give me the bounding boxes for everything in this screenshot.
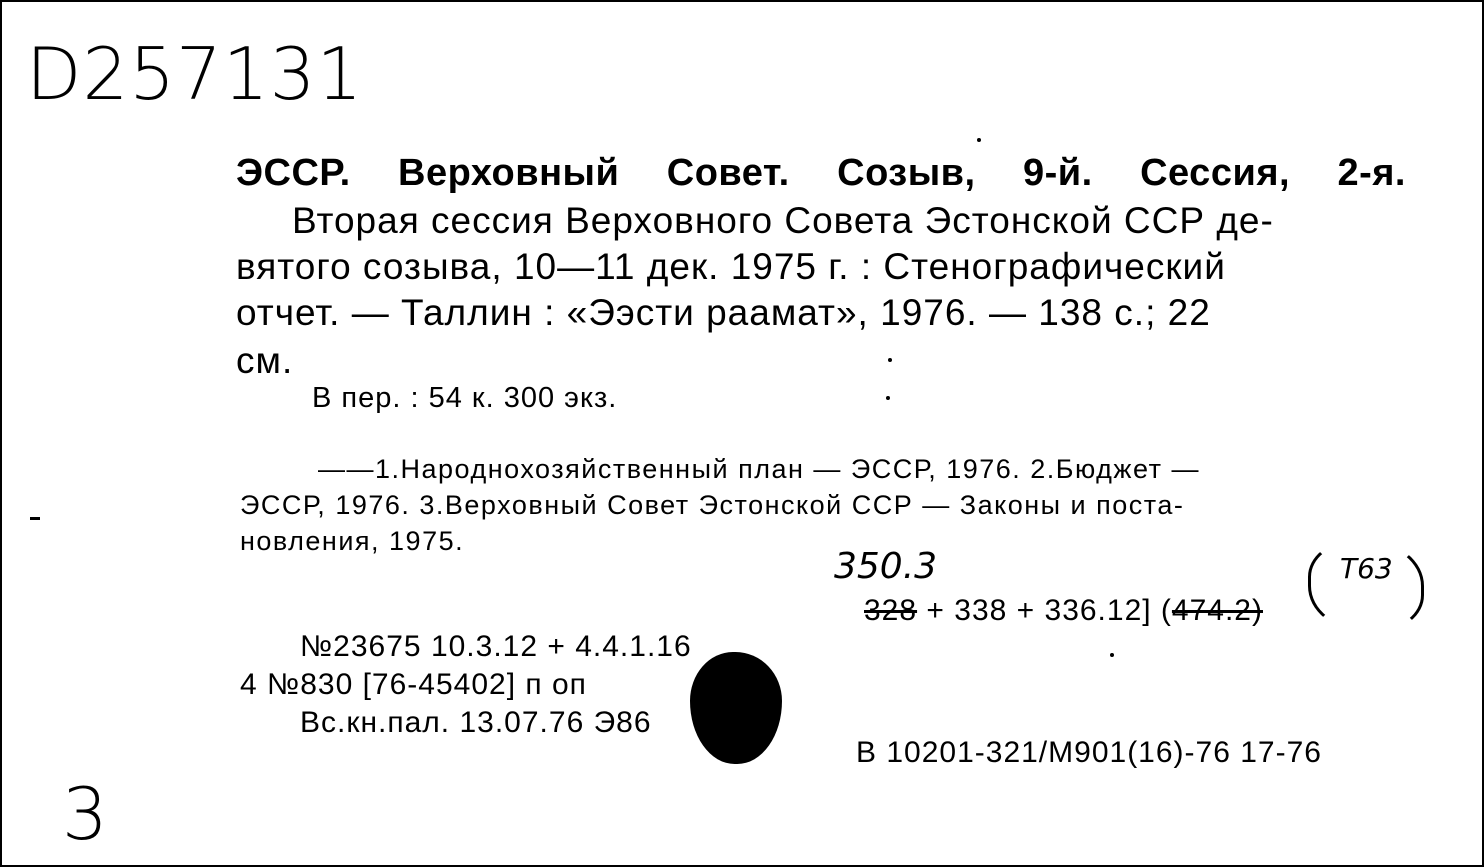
handwritten-class-number: 350.3 — [834, 546, 938, 587]
call-number: D257131 — [26, 32, 364, 116]
struck-class-end: 474.2) — [1171, 594, 1263, 627]
heading-word: Сессия, — [1140, 152, 1291, 194]
heading-word: 9-й. — [1022, 152, 1093, 194]
heading-word: 2-я. — [1337, 152, 1406, 194]
description-line: отчет. — Таллин : «Ээсти раамат», 1976. — 138 с.; 22 — [236, 292, 1211, 333]
class-rest: + 338 + 336.12] ( — [926, 594, 1172, 627]
record-line: Вс.кн.пал. 13.07.76 Э86 — [300, 706, 652, 739]
ink-blot — [690, 652, 782, 764]
handwritten-page-number: 3 — [62, 772, 108, 856]
publisher-code: В 10201-321/М901(16)-76 17-76 — [856, 736, 1322, 769]
speck — [888, 358, 892, 362]
description-line: см. — [236, 340, 294, 381]
heading-word: ЭССР. — [236, 152, 351, 194]
description-line: Вторая сессия Верховного Совета Эстонской ССР де- — [292, 200, 1274, 241]
heading-word: Совет. — [666, 152, 790, 194]
subjects-line: новления, 1975. — [240, 526, 465, 556]
speck — [1110, 653, 1114, 657]
struck-class: 328 — [864, 594, 918, 627]
record-line: 4 №830 [76-45402] п оп — [240, 668, 587, 701]
speck — [977, 138, 981, 142]
record-line: №23675 10.3.12 + 4.4.1.16 — [300, 630, 692, 663]
price-line: В пер. : 54 к. 300 экз. — [312, 382, 618, 414]
speck — [886, 396, 890, 400]
heading-word: Созыв, — [837, 152, 976, 194]
margin-mark — [30, 517, 40, 520]
description-line: вятого созыва, 10—11 дек. 1975 г. : Стенографический — [236, 246, 1226, 287]
card-heading — [236, 152, 1406, 195]
subjects-line: ——1.Народнохозяйственный план — ЭССР, 1976. 2.Бюджет — — [318, 454, 1200, 484]
heading-word: Верховный — [398, 152, 620, 194]
subjects-line: ЭССР, 1976. 3.Верховный Совет Эстонской ССР — Законы и поста- — [240, 490, 1185, 520]
classification-line — [864, 594, 1263, 628]
handwritten-bracket — [1308, 540, 1424, 632]
handwritten-code: Т63 — [1340, 552, 1393, 585]
